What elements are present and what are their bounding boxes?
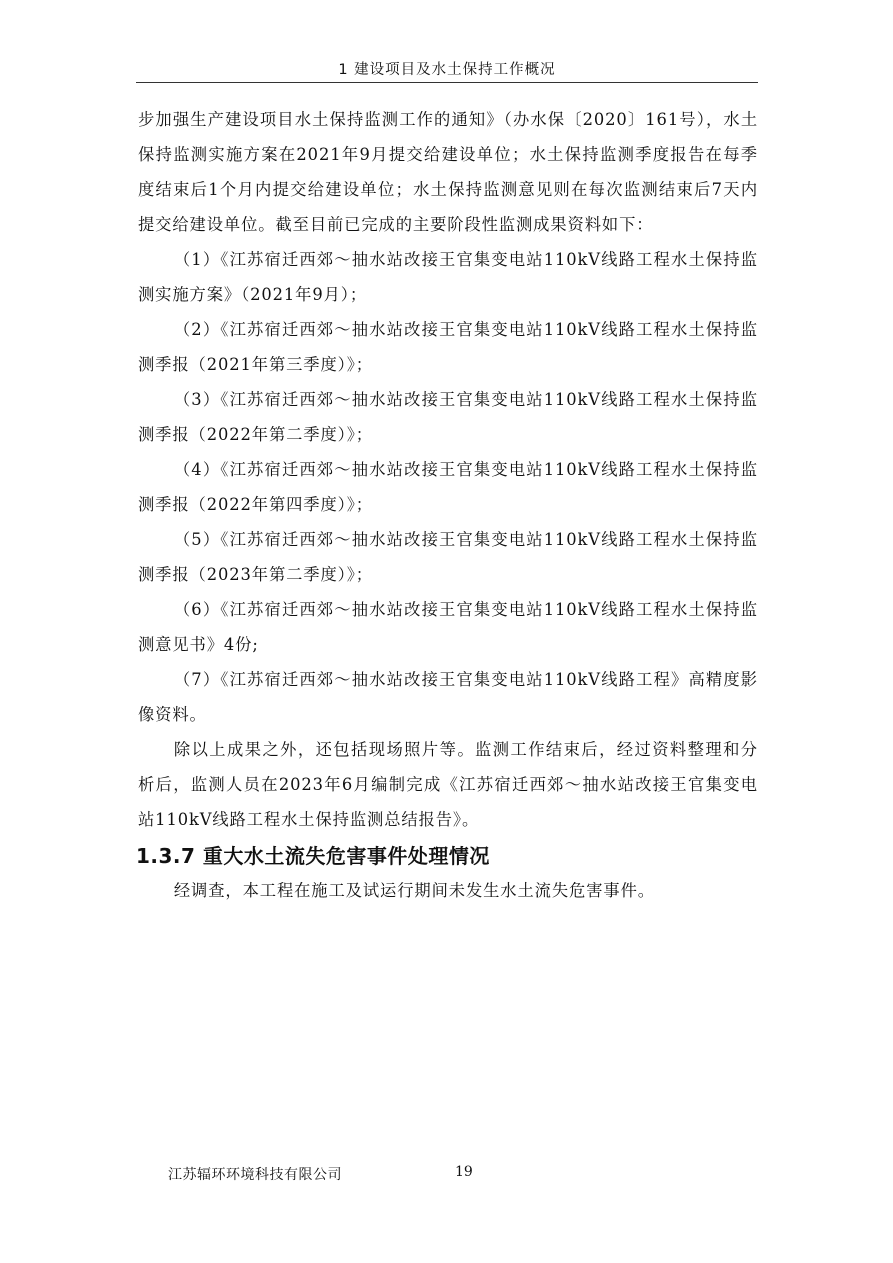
- page-number: 19: [455, 1164, 473, 1180]
- section-heading: 1.3.7 重大水土流失危害事件处理情况: [136, 844, 490, 868]
- header-divider: [136, 82, 758, 83]
- footer-company: 江苏辐环环境科技有限公司: [168, 1167, 342, 1183]
- list-item: （6）《江苏宿迁西郊～抽水站改接王官集变电站110kV线路工程水土保持监测意见书》4份;: [138, 600, 758, 654]
- list-item: （5）《江苏宿迁西郊～抽水站改接王官集变电站110kV线路工程水土保持监测季报（2023年第二季度）》；: [138, 530, 758, 584]
- list-item: （3）《江苏宿迁西郊～抽水站改接王官集变电站110kV线路工程水土保持监测季报（2022年第二季度）》；: [138, 390, 758, 444]
- intro-paragraph: 步加强生产建设项目水土保持监测工作的通知》（办水保〔2020〕161号），水土保持监测实施方案在2021年9月提交给建设单位；水土保持监测季度报告在每季度结束后1个月内提交给建设单位；水土保持监测意见则在每次监测结束后7天内提交给建设单位。截至目前已完成的主要阶段性监测成果资料如下：: [138, 110, 758, 234]
- page-header: 1 建设项目及水土保持工作概况: [338, 62, 556, 78]
- list-item: （1）《江苏宿迁西郊～抽水站改接王官集变电站110kV线路工程水土保持监测实施方案》（2021年9月）；: [138, 250, 758, 304]
- document-body: [138, 102, 758, 908]
- list-item: （2）《江苏宿迁西郊～抽水站改接王官集变电站110kV线路工程水土保持监测季报（2021年第三季度）》；: [138, 320, 758, 374]
- list-item: （4）《江苏宿迁西郊～抽水站改接王官集变电站110kV线路工程水土保持监测季报（2022年第四季度）》；: [138, 460, 758, 514]
- list-item: （7）《江苏宿迁西郊～抽水站改接王官集变电站110kV线路工程》高精度影像资料。: [138, 670, 758, 724]
- summary-paragraph: 除以上成果之外，还包括现场照片等。监测工作结束后，经过资料整理和分析后，监测人员在2023年6月编制完成《江苏宿迁西郊～抽水站改接王官集变电站110kV线路工程水土保持监测总结报告》。: [138, 740, 758, 829]
- section-paragraph: 经调查，本工程在施工及试运行期间未发生水土流失危害事件。: [173, 881, 655, 900]
